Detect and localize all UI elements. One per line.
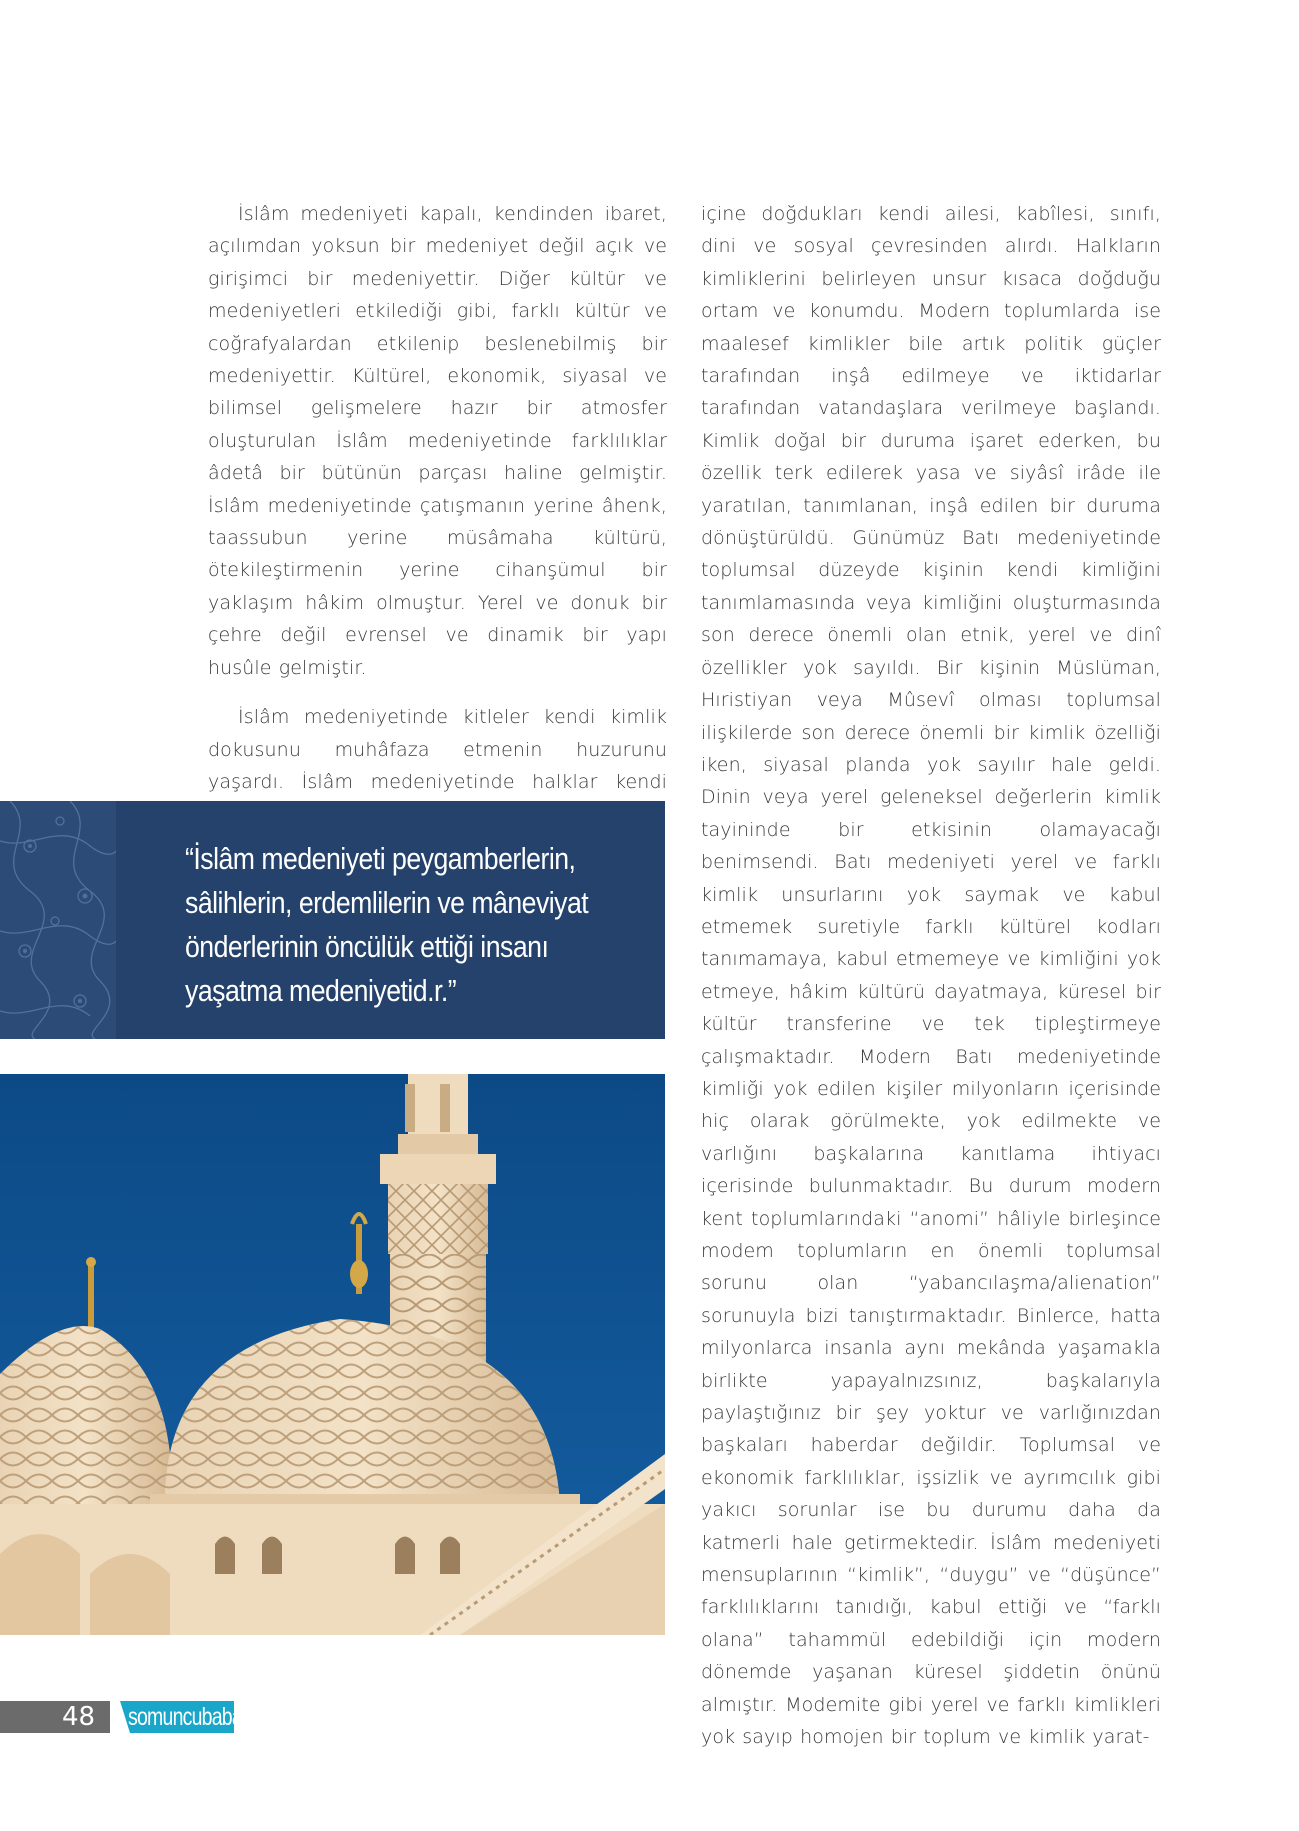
- pull-quote-text: “İslâm medeniyeti peygamberlerin, sâlihlerin, erdemlilerin ve mâneviyat önderlerinin öncülük ettiği insanı yaşatma medeniyetid.r.”: [185, 841, 589, 1008]
- right-text-column: [701, 198, 1161, 1754]
- left-text-column: [208, 198, 667, 831]
- paragraph: içine doğdukları kendi ailesi, kabîlesi, sınıfı, dini ve sosyal çevresinden alırdı. Halkların kimliklerini belirleyen unsur kısaca doğduğu ortam ve konumdu. Modern toplumlarda ise maalesef kimlikler bile artık politik güçler tarafından inşâ edilmeye ve iktidarlar tarafından vatandaşlara verilmeye başlandı. Kimlik doğal bir duruma işaret ederken, bu özellik terk edilerek yasa ve siyâsî irâde ile yaratılan, tanımlanan, inşâ edilen bir duruma dönüştürüldü. Günümüz Batı medeniyetinde toplumsal düzeyde kişinin kendi kimliğini tanımlamasında veya kimliğini oluşturmasında son derece önemli olan etnik, yerel ve dinî özellikler yok sayıldı. Bir kişinin Müslüman, Hıristiyan veya Mûsevî olması toplumsal ilişkilerde son derece önemli bir kimlik özelliği iken, siyasal planda yok sayılır hale geldi. Dinin veya yerel geleneksel değerlerin kimlik tayininde bir etkisinin olamayacağı benimsendi. Batı medeniyeti yerel ve farklı kimlik unsurlarını yok saymak ve kabul etmemek suretiyle farklı kültürel kodları tanımamaya, kabul etmemeye ve kimliğini yok etmeye, hâkim kültürü dayatmaya, küresel bir kültür transferine ve tek tipleştirmeye çalışmaktadır. Modern Batı medeniyetinde kimliği yok edilen kişiler milyonların içerisinde hiç olarak görülmekte, yok edilmekte ve varlığını başkalarına kanıtlama ihtiyacı içerisinde bulunmaktadır. Bu durum modern kent toplumlarındaki “anomi” hâliyle birleşince modem toplumların en önemli toplumsal sorunu olan “yabancılaşma/alienation” sorunuyla bizi tanıştırmaktadır. Binlerce, hatta milyonlarca insanla aynı mekânda yaşamakla birlikte yapayalnızsınız, başkalarıyla paylaştığınız bir şey yoktur ve varlığınızdan başkaları haberdar değildir. Toplumsal ve ekonomik farklılıklar, işsizlik ve ayrımcılık gibi yakıcı sorunlar ise bu durumu daha da katmerli hale getirmektedir. İslâm medeniyeti mensuplarının “kimlik”, “duygu” ve “düşünce” farklılıklarını tanıdığı, kabul ettiği ve “farklı olana” tahammül edebildiği için modern dönemde yaşanan küresel şiddetin önünü almıştır. Modemite gibi yerel ve farklı kimlikleri yok sayıp homojen bir toplum ve kimlik yarat-: [701, 203, 1161, 1749]
- paragraph: İslâm medeniyeti kapalı, kendinden ibaret, açılımdan yoksun bir medeniyet değil açık ve girişimci bir medeniyettir. Diğer kültür ve medeniyetleri etkilediği gibi, farklı kültür ve coğrafyalardan etkilenip beslenebilmiş bir medeniyettir. Kültürel, ekonomik, siyasal ve bilimsel gelişmelere hazır bir atmosfer oluşturulan İslâm medeniyetinde farklılıklar âdetâ bir bütünün parçası haline gelmiştir. İslâm medeniyetinde çatışmanın yerine âhenk, taassubun yerine müsâmaha kültürü, ötekileştirmenin yerine cihanşümul bir yaklaşım hâkim olmuştur. Yerel ve donuk bir çehre değil evrensel ve dinamik bir yapı husûle gelmiştir.: [208, 203, 667, 679]
- page-number: 48: [62, 1702, 96, 1732]
- pull-quote-box: [0, 801, 665, 1039]
- brand-logo-text: somuncubaba: [128, 1703, 242, 1731]
- mosque-photo: [0, 1074, 665, 1635]
- floral-pattern-icon: [0, 801, 116, 1039]
- paragraph: İslâm medeniyetinde kitleler kendi kimlik dokusunu muhâfaza etmenin huzurunu yaşardı. İslâm medeniyetinde halklar kendi: [208, 706, 667, 793]
